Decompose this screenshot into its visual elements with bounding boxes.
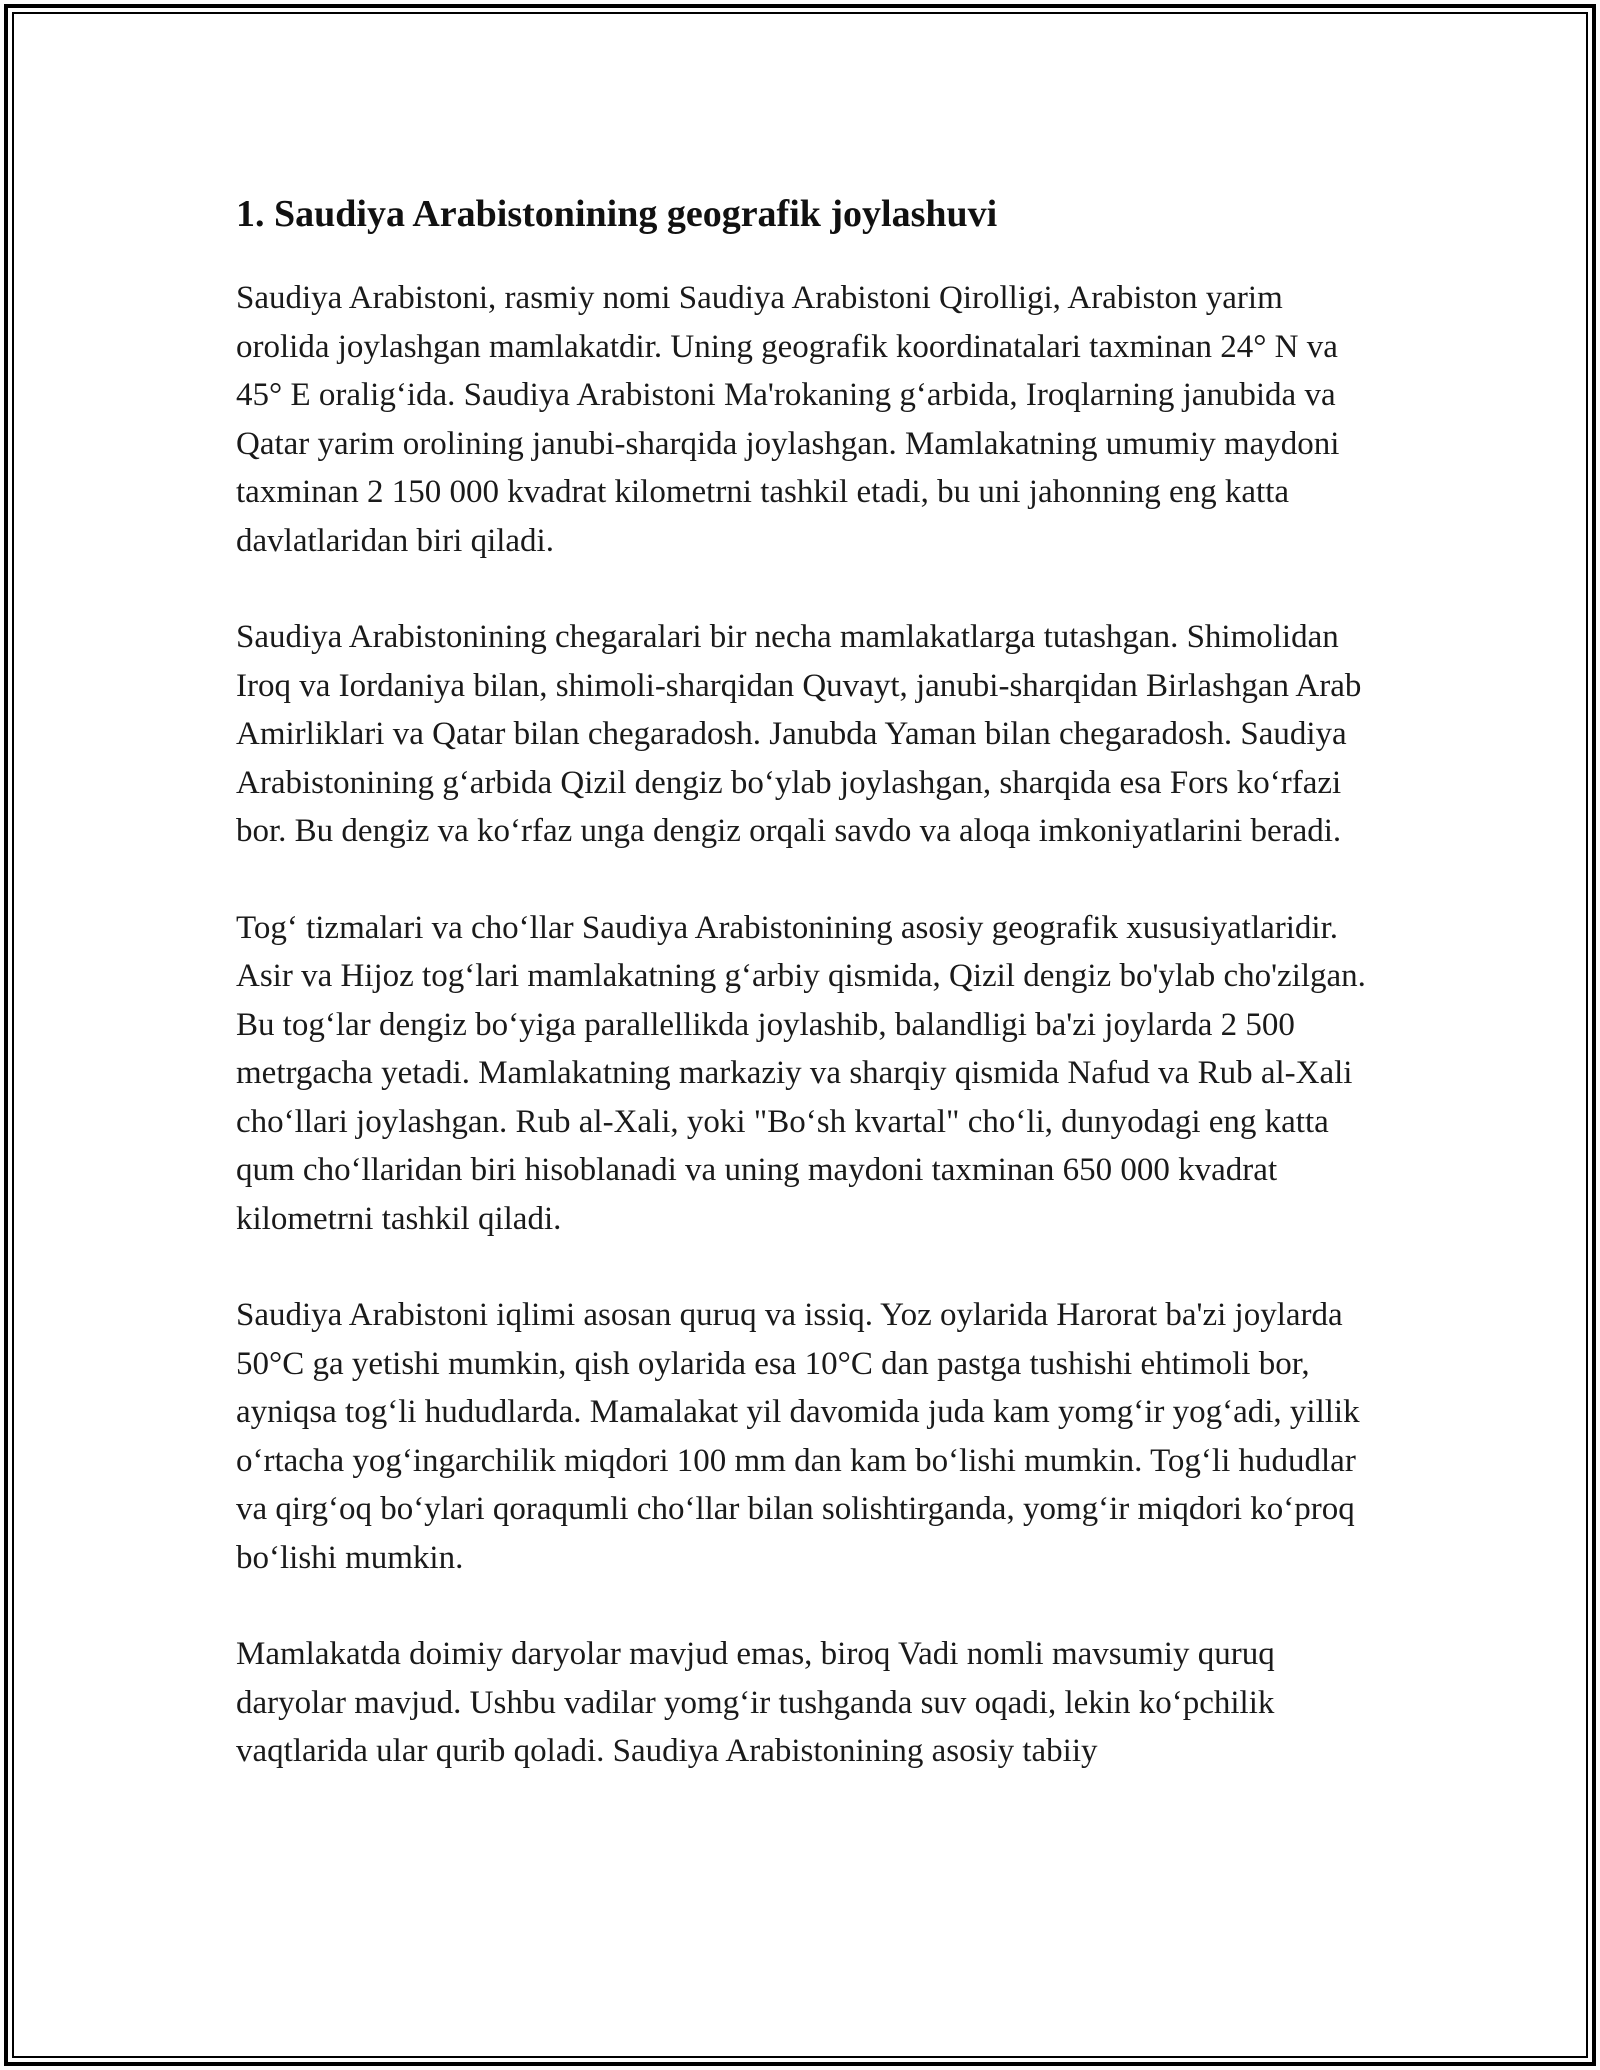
paragraph-location: Saudiya Arabistoni, rasmiy nomi Saudiya Arabistoni Qirolligi, Arabiston yarim orolida joylashgan mamlakatdir. Uning geografik koordinatalari taxminan 24° N va 45° E oralig‘ida. Saudiya Arabistoni Ma'rokaning g‘arbida, Iroqlarning janubida va Qatar yarim orolining janubi-sharqida joylashgan. Mamlakatning umumiy maydoni taxminan 2 150 000 kvadrat kilometrni tashkil etadi, bu uni jahonning eng katta davlatlaridan biri qiladi. — [236, 280, 1340, 559]
paragraph-borders: Saudiya Arabistonining chegaralari bir necha mamlakatlarga tutashgan. Shimolidan Iroq va Iordaniya bilan, shimoli-sharqidan Quvayt, janubi-sharqidan Birlashgan Arab Amirliklari va Qatar bilan chegaradosh. Janubda Yaman bilan chegaradosh. Saudiya Arabistonining g‘arbida Qizil dengiz bo‘ylab joylashgan, sharqida esa Fors ko‘rfazi bor. Bu dengiz va ko‘rfaz unga dengiz orqali savdo va aloqa imkoniyatlarini beradi. — [236, 619, 1362, 849]
section-heading: 1. Saudiya Arabistonining geografik joylashuvi — [236, 193, 998, 235]
paragraph-rivers: Mamlakatda doimiy daryolar mavjud emas, biroq Vadi nomli mavsumiy quruq daryolar mavjud. Ushbu vadilar yomg‘ir tushganda suv oqadi, lekin ko‘pchilik vaqtlarida ular qurib qoladi. Saudiya Arabistonining asosiy tabiiy — [236, 1636, 1275, 1769]
document-body — [236, 186, 1376, 1824]
paragraph-climate: Saudiya Arabistoni iqlimi asosan quruq va issiq. Yoz oylarida Harorat ba'zi joylarda 50°C ga yetishi mumkin, qish oylarida esa 10°C dan pastga tushishi ehtimoli bor, ayniqsa tog‘li hududlarda. Mamalakat yil davomida juda kam yomg‘ir yog‘adi, yillik o‘rtacha yog‘ingarchilik miqdori 100 mm dan kam bo‘lishi mumkin. Tog‘li hududlar va qirg‘oq bo‘ylari qoraqumli cho‘llar bilan solishtirganda, yomg‘ir miqdori ko‘proq bo‘lishi mumkin. — [236, 1297, 1360, 1576]
paragraph-mountains-deserts: Tog‘ tizmalari va cho‘llar Saudiya Arabistonining asosiy geografik xususiyatlaridir. Asir va Hijoz tog‘lari mamlakatning g‘arbiy qismida, Qizil dengiz bo'ylab cho'zilgan. Bu tog‘lar dengiz bo‘yiga parallellikda joylashib, balandligi ba'zi joylarda 2 500 metrgacha yetadi. Mamlakatning markaziy va sharqiy qismida Nafud va Rub al-Xali cho‘llari joylashgan. Rub al-Xali, yoki "Bo‘sh kvartal" cho‘li, dunyodagi eng katta qum cho‘llaridan biri hisoblanadi va uning maydoni taxminan 650 000 kvadrat kilometrni tashkil qiladi. — [236, 909, 1366, 1237]
